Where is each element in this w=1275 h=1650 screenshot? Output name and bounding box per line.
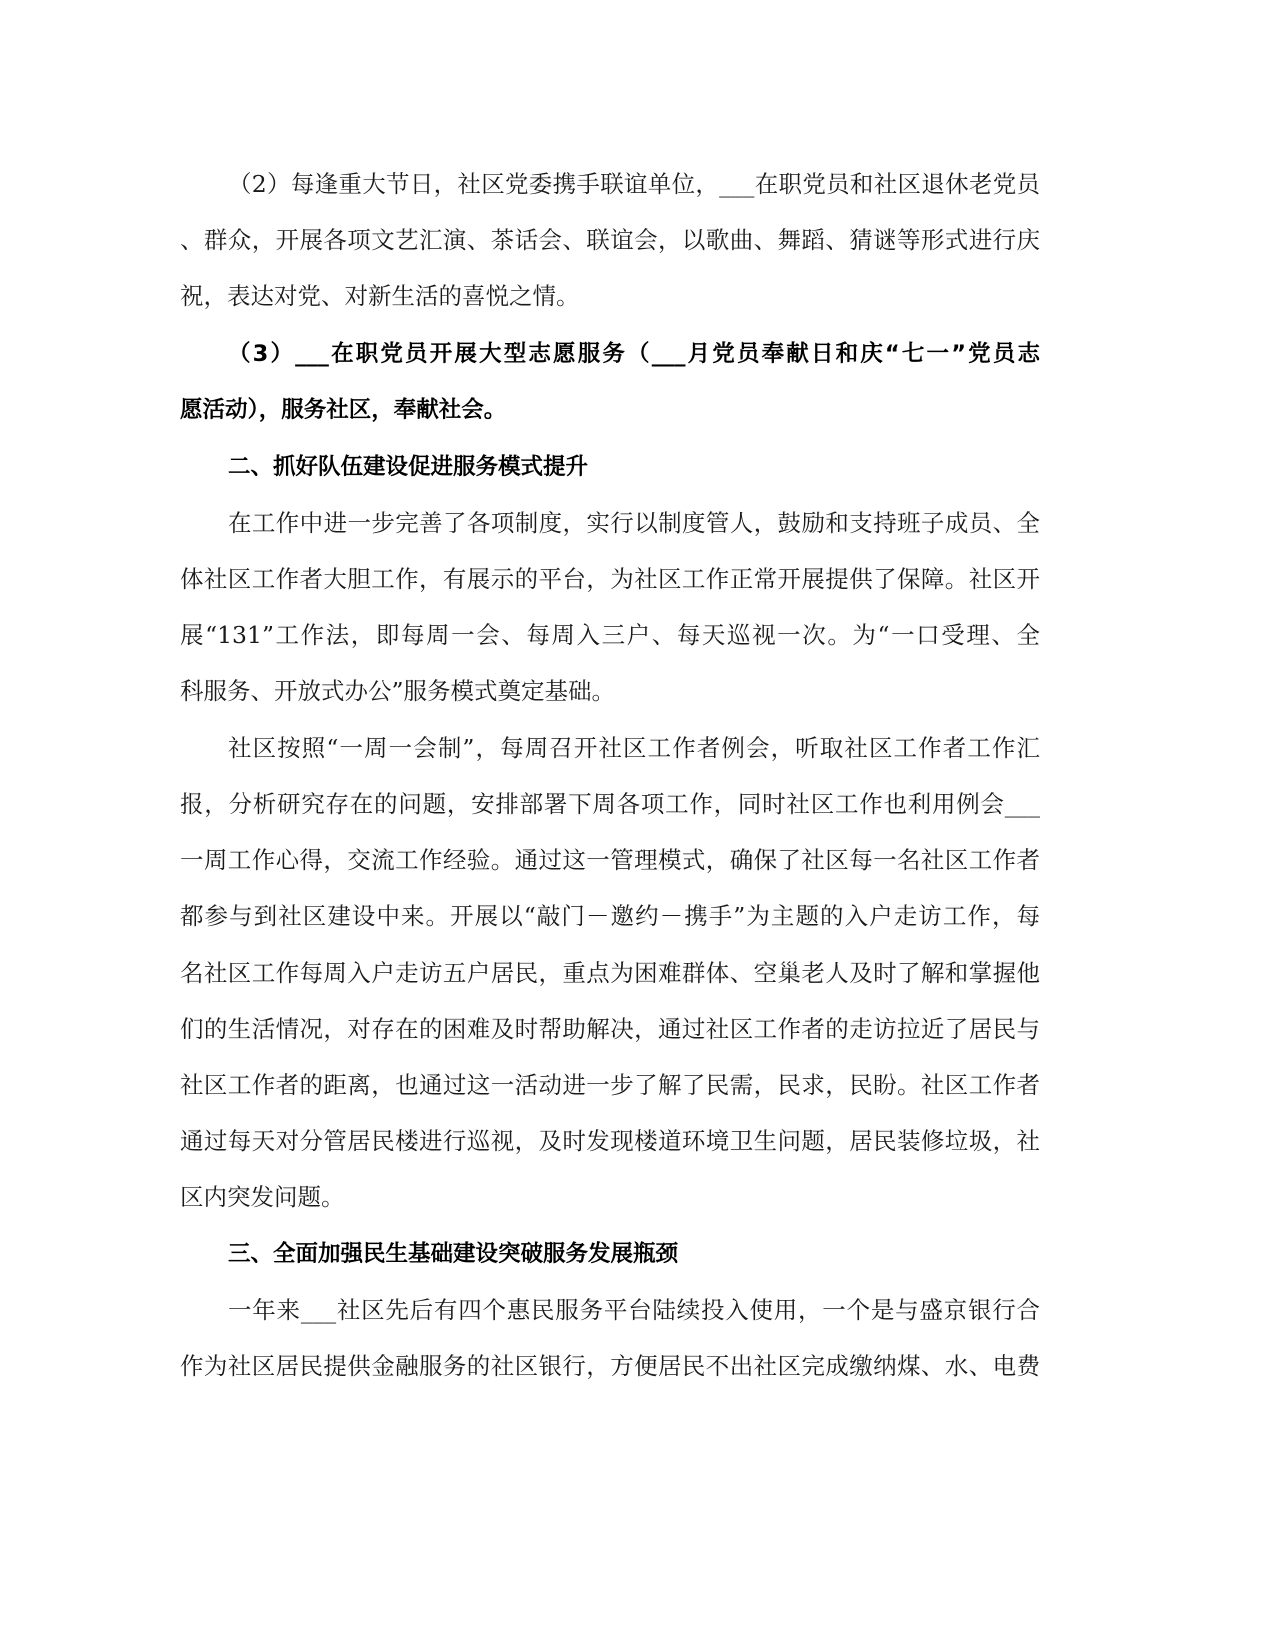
paragraph-5-line-1: 社区按照“一周一会制”，每周召开社区工作者例会，听取社区工作者工作汇 [228,734,1040,762]
paragraph-4-line-3: 展“131”工作法，即每周一会、每周入三户、每天巡视一次。为“一口受理、全 [180,621,1040,649]
paragraph-6-line-1: 一年来___社区先后有四个惠民服务平台陆续投入使用，一个是与盛京银行合 [228,1296,1040,1324]
paragraph-2-line-2: 、群众，开展各项文艺汇演、茶话会、联谊会，以歌曲、舞蹈、猜谜等形式进行庆 [180,226,1040,254]
paragraph-3-line-2: 愿活动），服务社区，奉献社会。 [180,397,507,423]
paragraph-5-line-7: 社区工作者的距离，也通过这一活动进一步了解了民需，民求，民盼。社区工作者 [180,1071,1040,1099]
paragraph-5-line-3: 一周工作心得，交流工作经验。通过这一管理模式，确保了社区每一名社区工作者 [180,846,1040,874]
paragraph-5-line-9: 区内突发问题。 [180,1183,345,1211]
paragraph-5-line-6: 们的生活情况，对存在的困难及时帮助解决，通过社区工作者的走访拉近了居民与 [180,1015,1040,1043]
paragraph-4-line-1: 在工作中进一步完善了各项制度，实行以制度管人，鼓励和支持班子成员、全 [228,509,1040,537]
paragraph-3-line-1: （3）___在职党员开展大型志愿服务（___月党员奉献日和庆“七一”党员志 [228,341,1040,367]
paragraph-5-line-4: 都参与到社区建设中来。开展以“敲门－邀约－携手”为主题的入户走访工作，每 [180,902,1040,930]
section-heading-3: 三、全面加强民生基础建设突破服务发展瓶颈 [228,1241,679,1267]
paragraph-2-line-3: 祝，表达对党、对新生活的喜悦之情。 [180,282,580,310]
paragraph-4-line-2: 体社区工作者大胆工作，有展示的平台，为社区工作正常开展提供了保障。社区开 [180,565,1040,593]
paragraph-2-line-1: （2）每逢重大节日，社区党委携手联谊单位，___在职党员和社区退休老党员 [228,170,1040,198]
paragraph-5-line-8: 通过每天对分管居民楼进行巡视，及时发现楼道环境卫生问题，居民装修垃圾，社 [180,1127,1040,1155]
paragraph-6-line-2: 作为社区居民提供金融服务的社区银行，方便居民不出社区完成缴纳煤、水、电费 [180,1352,1040,1380]
paragraph-5-line-2: 报，分析研究存在的问题，安排部署下周各项工作，同时社区工作也利用例会___ [180,790,1040,818]
section-heading-2: 二、抓好队伍建设促进服务模式提升 [228,454,589,480]
paragraph-4-line-4: 科服务、开放式办公”服务模式奠定基础。 [180,677,616,705]
paragraph-5-line-5: 名社区工作每周入户走访五户居民，重点为困难群体、空巢老人及时了解和掌握他 [180,959,1040,987]
